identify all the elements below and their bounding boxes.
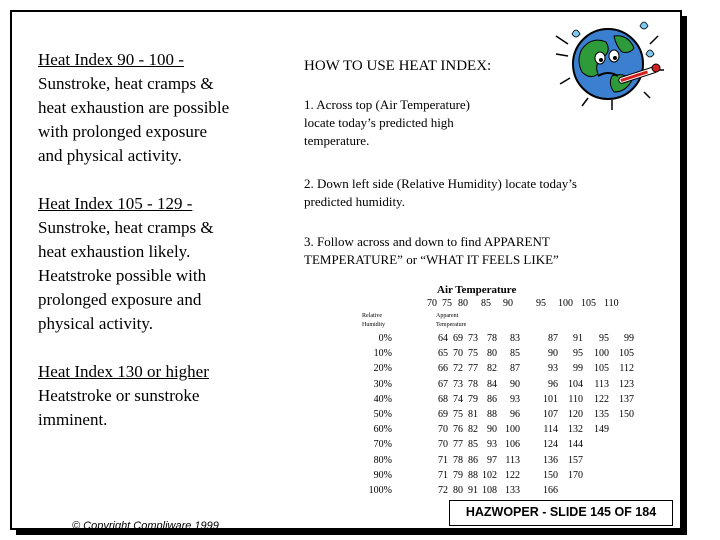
apparent-temp-cell: 73 xyxy=(453,378,463,390)
heat-index-text: imminent. xyxy=(38,410,108,429)
air-temp-header-70: 70 xyxy=(427,298,437,309)
slide-number-box xyxy=(449,500,673,526)
apparent-temp-cell: 66 xyxy=(438,363,448,375)
humidity-label: 70% xyxy=(373,439,392,451)
apparent-temp-cell: 124 xyxy=(543,439,558,451)
apparent-temp-cell: 113 xyxy=(594,378,609,390)
apparent-temp-cell: 85 xyxy=(468,439,478,451)
apparent-temp-cell: 73 xyxy=(468,333,478,344)
apparent-temp-cell: 100 xyxy=(505,424,520,436)
apparent-temp-cell: 87 xyxy=(510,363,520,375)
step-line: 2. Down left side (Relative Humidity) locate today’s xyxy=(304,176,577,191)
step-line: 3. Follow across and down to find APPARENT xyxy=(304,234,550,249)
humidity-label: 30% xyxy=(373,378,392,390)
apparent-temp-cell: 96 xyxy=(548,378,558,390)
apparent-temp-cell: 157 xyxy=(568,454,583,466)
apparent-temp-cell: 93 xyxy=(510,393,520,405)
apparent-temp-cell: 150 xyxy=(543,469,558,481)
apparent-temp-cell: 70 xyxy=(438,439,448,451)
heat-index-text: heat exhaustion likely. xyxy=(38,242,191,261)
apparent-temp-cell: 84 xyxy=(487,378,497,390)
apparent-temp-cell: 80 xyxy=(453,485,463,496)
apparent-temp-cell: 82 xyxy=(468,424,478,436)
air-temp-header-75: 75 xyxy=(442,298,452,309)
heat-index-105-129-block xyxy=(38,192,273,336)
apparent-temp-cell: 72 xyxy=(438,485,448,496)
heat-index-heading: Heat Index 130 or higher xyxy=(38,362,209,381)
apparent-temp-cell: 71 xyxy=(438,469,448,481)
air-temp-header-105: 105 xyxy=(581,298,596,309)
apparent-temp-cell: 95 xyxy=(573,348,583,360)
apparent-temp-cell: 100 xyxy=(594,348,609,360)
air-temp-header-110: 110 xyxy=(604,298,619,309)
relative-humidity-label xyxy=(362,312,385,330)
apparent-temp-cell: 170 xyxy=(568,469,583,481)
humidity-label: 100% xyxy=(368,485,392,496)
apparent-temp-cell: 135 xyxy=(594,409,609,420)
apparent-temp-cell: 85 xyxy=(510,348,520,360)
heat-index-text: physical activity. xyxy=(38,314,154,333)
apparent-temp-cell: 68 xyxy=(438,393,448,405)
apparent-temp-cell: 67 xyxy=(438,378,448,390)
step-line: TEMPERATURE” or “WHAT IT FEELS LIKE” xyxy=(304,252,559,267)
apparent-temp-cell: 136 xyxy=(543,454,558,466)
apparent-temp-cell: 114 xyxy=(543,424,558,436)
apparent-temp-cell: 78 xyxy=(468,378,478,390)
humidity-label: 10% xyxy=(373,348,392,360)
humidity-label: 20% xyxy=(373,363,392,375)
apparent-temp-cell: 102 xyxy=(482,469,497,481)
apparent-temp-cell: 76 xyxy=(453,424,463,436)
rh-label-line: Relative xyxy=(362,313,382,319)
apparent-temp-cell: 75 xyxy=(468,348,478,360)
apparent-temp-cell: 132 xyxy=(568,424,583,436)
air-temp-header-95: 95 xyxy=(536,298,546,309)
apparent-temp-cell: 106 xyxy=(505,439,520,451)
apparent-temp-cell: 122 xyxy=(594,393,609,405)
heat-index-heading: Heat Index 105 - 129 - xyxy=(38,194,193,213)
step-line: 1. Across top (Air Temperature) xyxy=(304,97,470,112)
step-line: temperature. xyxy=(304,133,370,148)
apparent-temp-cell: 70 xyxy=(453,348,463,360)
apparent-temp-cell: 70 xyxy=(438,424,448,436)
air-temperature-title: Air Temperature xyxy=(437,284,517,296)
humidity-label: 40% xyxy=(373,393,392,405)
how-to-step-2 xyxy=(304,175,654,211)
apparent-temp-cell: 82 xyxy=(487,363,497,375)
apparent-temp-cell: 91 xyxy=(468,485,478,496)
apparent-temp-cell: 97 xyxy=(487,454,497,466)
apparent-temp-cell: 150 xyxy=(619,409,634,420)
apparent-temp-cell: 74 xyxy=(453,393,463,405)
at-label-line: Apparent xyxy=(436,313,459,319)
heat-index-heading: Heat Index 90 - 100 - xyxy=(38,50,184,69)
apparent-temp-cell: 93 xyxy=(487,439,497,451)
how-to-step-3 xyxy=(304,233,654,269)
apparent-temp-cell: 90 xyxy=(548,348,558,360)
apparent-temp-cell: 137 xyxy=(619,393,634,405)
apparent-temp-cell: 122 xyxy=(505,469,520,481)
apparent-temp-cell: 144 xyxy=(568,439,583,451)
step-line: predicted humidity. xyxy=(304,194,405,209)
heat-index-text: heat exhaustion are possible xyxy=(38,98,230,117)
apparent-temp-cell: 86 xyxy=(468,454,478,466)
apparent-temp-cell: 99 xyxy=(624,333,634,344)
step-line: locate today’s predicted high xyxy=(304,115,454,130)
heat-index-text: Sunstroke, heat cramps & xyxy=(38,74,214,93)
humidity-label: 60% xyxy=(373,424,392,436)
apparent-temp-cell: 77 xyxy=(453,439,463,451)
apparent-temp-cell: 88 xyxy=(487,409,497,420)
apparent-temp-cell: 105 xyxy=(594,363,609,375)
apparent-temp-cell: 123 xyxy=(619,378,634,390)
apparent-temp-cell: 104 xyxy=(568,378,583,390)
apparent-temp-cell: 110 xyxy=(568,393,583,405)
apparent-temp-cell: 95 xyxy=(599,333,609,344)
apparent-temp-cell: 65 xyxy=(438,348,448,360)
how-to-title: HOW TO USE HEAT INDEX: xyxy=(304,58,492,74)
apparent-temp-cell: 77 xyxy=(468,363,478,375)
apparent-temp-cell: 166 xyxy=(543,485,558,496)
apparent-temp-cell: 113 xyxy=(505,454,520,466)
apparent-temp-cell: 99 xyxy=(573,363,583,375)
apparent-temperature-label xyxy=(436,312,466,330)
apparent-temp-cell: 86 xyxy=(487,393,497,405)
apparent-temp-cell: 71 xyxy=(438,454,448,466)
heat-index-text: Heatstroke or sunstroke xyxy=(38,386,200,405)
how-to-step-1 xyxy=(304,96,544,150)
apparent-temp-cell: 91 xyxy=(573,333,583,344)
apparent-temp-cell: 64 xyxy=(438,333,448,344)
apparent-temp-cell: 108 xyxy=(482,485,497,496)
apparent-temp-cell: 96 xyxy=(510,409,520,420)
apparent-temp-cell: 69 xyxy=(453,333,463,344)
heat-index-text: with prolonged exposure xyxy=(38,122,208,141)
heat-index-text: and physical activity. xyxy=(38,146,182,165)
air-temp-header-90: 90 xyxy=(503,298,513,309)
apparent-temp-cell: 133 xyxy=(505,485,520,496)
apparent-temp-cell: 69 xyxy=(438,409,448,420)
apparent-temp-cell: 81 xyxy=(468,409,478,420)
apparent-temp-cell: 90 xyxy=(487,424,497,436)
heat-index-90-100-block xyxy=(38,48,273,168)
apparent-temp-cell: 79 xyxy=(468,393,478,405)
apparent-temp-cell: 93 xyxy=(548,363,558,375)
apparent-temp-cell: 90 xyxy=(510,378,520,390)
humidity-label: 80% xyxy=(373,454,392,466)
apparent-temp-cell: 78 xyxy=(453,454,463,466)
apparent-temp-cell: 149 xyxy=(594,424,609,436)
apparent-temp-cell: 72 xyxy=(453,363,463,375)
apparent-temp-cell: 75 xyxy=(453,409,463,420)
at-label-line: Temperature xyxy=(436,322,467,328)
humidity-label: 0% xyxy=(378,333,392,344)
heat-index-text: Heatstroke possible with xyxy=(38,266,207,285)
heat-index-text: Sunstroke, heat cramps & xyxy=(38,218,214,237)
apparent-temp-cell: 79 xyxy=(453,469,463,481)
air-temp-header-100: 100 xyxy=(558,298,573,309)
apparent-temp-cell: 83 xyxy=(510,333,520,344)
slide-number-label: HAZWOPER - SLIDE 145 OF 184 xyxy=(465,505,657,519)
sweating-earth-icon xyxy=(552,14,672,114)
apparent-temp-cell: 88 xyxy=(468,469,478,481)
apparent-temp-cell: 107 xyxy=(543,409,558,420)
apparent-temp-cell: 78 xyxy=(487,333,497,344)
heat-index-130-block xyxy=(38,360,273,432)
apparent-temp-cell: 105 xyxy=(619,348,634,360)
apparent-temp-cell: 120 xyxy=(568,409,583,420)
humidity-label: 90% xyxy=(373,469,392,481)
copyright-text: © Copyright Compliware 1999 xyxy=(72,520,219,532)
apparent-temp-cell: 101 xyxy=(543,393,558,405)
heat-index-text: prolonged exposure and xyxy=(38,290,202,309)
rh-label-line: Humidity xyxy=(362,322,386,328)
air-temp-header-80: 80 xyxy=(458,298,468,309)
apparent-temp-cell: 87 xyxy=(548,333,558,344)
apparent-temp-cell: 80 xyxy=(487,348,497,360)
humidity-label: 50% xyxy=(373,409,392,420)
apparent-temp-cell: 112 xyxy=(619,363,634,375)
air-temp-header-85: 85 xyxy=(481,298,491,309)
